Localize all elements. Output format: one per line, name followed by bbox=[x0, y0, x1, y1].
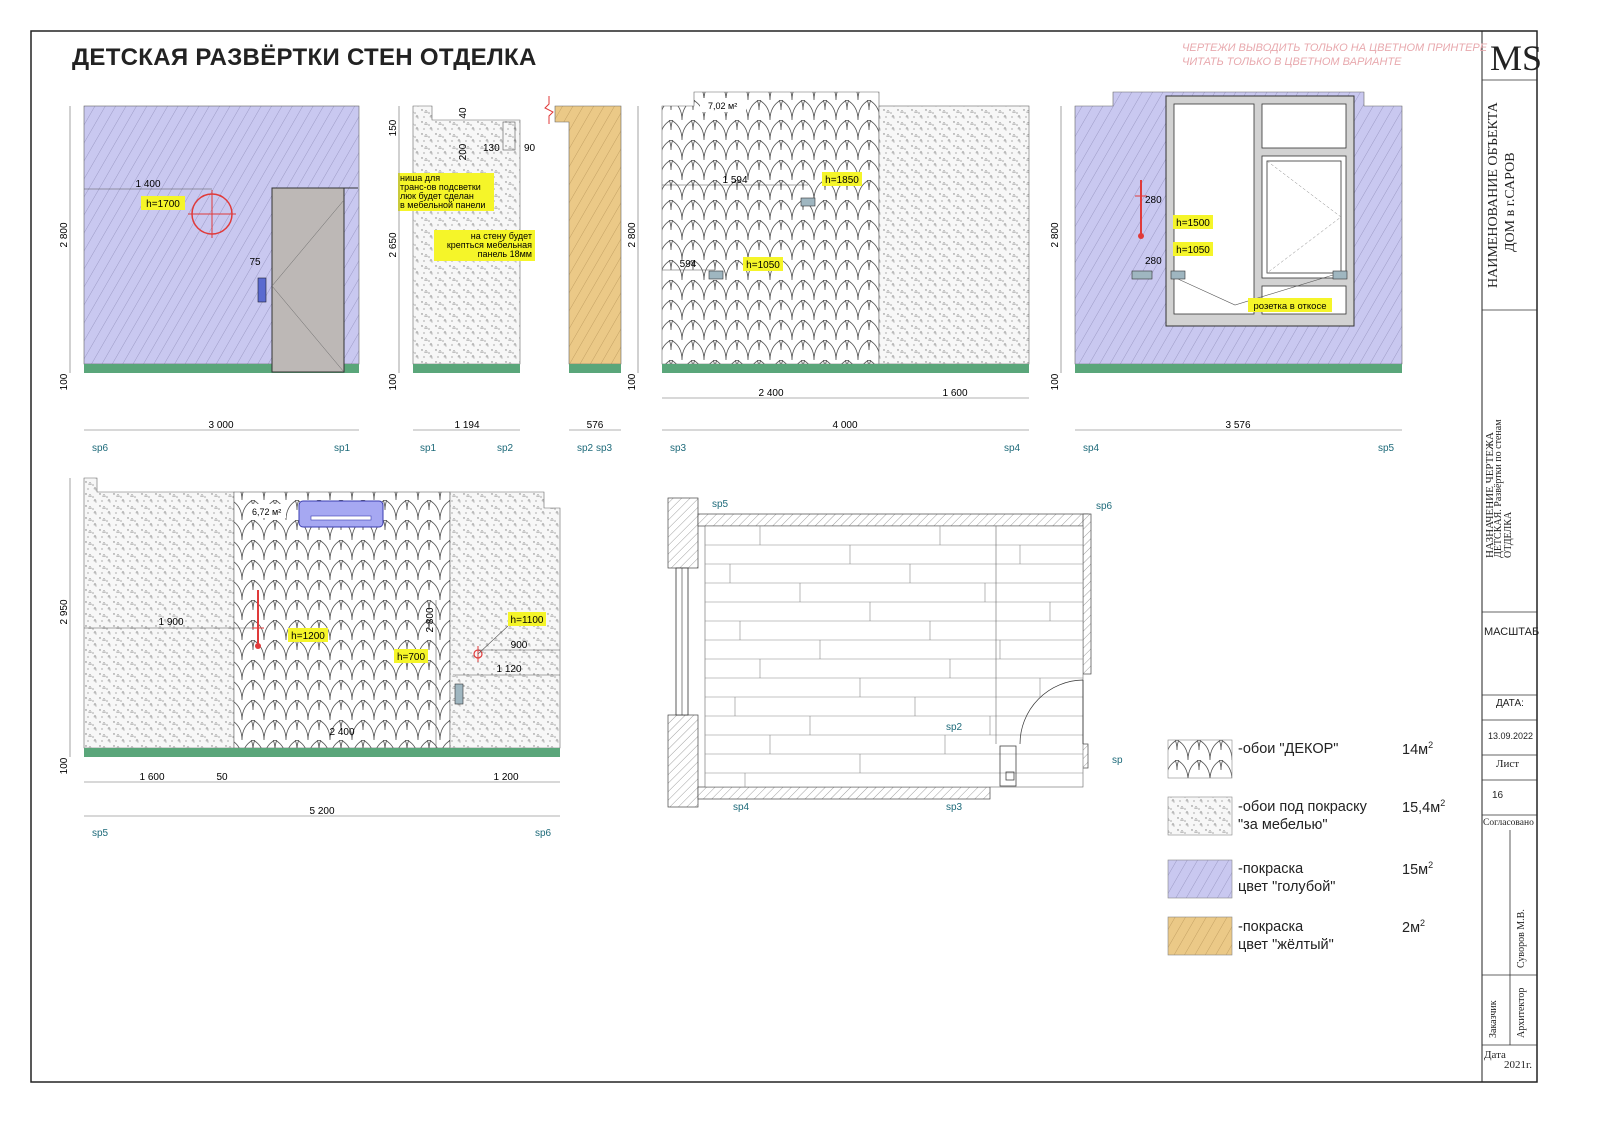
dim-text: 576 bbox=[586, 420, 604, 431]
purpose-value: ДЕТСКАЯ. Развёртки по стенам bbox=[1493, 419, 1504, 558]
dim-text: 2 800 bbox=[425, 607, 436, 633]
height-tag-text: h=1100 bbox=[510, 615, 544, 626]
plan-wall bbox=[1083, 514, 1091, 674]
baseboard bbox=[1075, 364, 1402, 373]
dim-text: 2 400 bbox=[758, 388, 784, 399]
dim-text: 4 000 bbox=[832, 420, 858, 431]
break-line bbox=[545, 96, 553, 124]
object-value: ДОМ в г.САРОВ bbox=[1503, 152, 1518, 252]
dim-text: 1 120 bbox=[496, 664, 522, 675]
height-tag-text: h=1850 bbox=[825, 175, 859, 186]
dim-text: 100 bbox=[59, 757, 70, 775]
axis-label: sp6 bbox=[535, 828, 552, 839]
plan-window bbox=[676, 568, 688, 715]
elevation-wall-5 bbox=[1050, 92, 1402, 454]
air-conditioner bbox=[299, 501, 383, 527]
dim-text: 130 bbox=[483, 143, 500, 154]
dim-text: 280 bbox=[1145, 256, 1162, 267]
axis-label: sp4 bbox=[1083, 443, 1100, 454]
legend-swatch-paintable bbox=[1168, 797, 1232, 835]
note-line: ниша для bbox=[400, 173, 441, 183]
dim-text: 40 bbox=[458, 107, 469, 119]
plan-wall bbox=[668, 715, 698, 807]
elevation-wall-2 bbox=[388, 106, 536, 454]
legend-area-paintable: $15,4м^2$ bbox=[1402, 798, 1446, 816]
legend-label-paintable-2: "за мебелью" bbox=[1238, 817, 1328, 833]
dim-text: 100 bbox=[627, 373, 638, 391]
axis-label: sp1 bbox=[420, 443, 437, 454]
plan-wall bbox=[698, 787, 990, 799]
socket bbox=[1333, 271, 1347, 279]
legend-label-decor: -обои "ДЕКОР" bbox=[1238, 741, 1339, 757]
floor-plan bbox=[668, 498, 1123, 813]
sheet-label: Лист bbox=[1496, 758, 1520, 770]
dim-text: 1 200 bbox=[493, 772, 519, 783]
wall-wallpaper-paintable bbox=[879, 106, 1029, 364]
axis-label: sp2 bbox=[946, 722, 963, 733]
legend-area-blue: $15м^2$ bbox=[1402, 860, 1434, 878]
elevation-wall-6 bbox=[59, 478, 560, 839]
architect-name: Суворов М.В. bbox=[1516, 909, 1527, 968]
dim-text: 200 bbox=[458, 143, 469, 161]
height-tag-text: h=1050 bbox=[1176, 245, 1210, 256]
dim-text: 5 200 bbox=[309, 806, 335, 817]
print-warning-line-1: ЧЕРТЕЖИ ВЫВОДИТЬ ТОЛЬКО НА ЦВЕТНОМ ПРИНТЕРЕ bbox=[1182, 42, 1488, 54]
dim-text: 280 bbox=[1145, 195, 1162, 206]
dim-text: 3 000 bbox=[208, 420, 234, 431]
dim-text: 1 400 bbox=[135, 179, 161, 190]
date-label: ДАТА: bbox=[1496, 698, 1524, 709]
socket bbox=[1171, 271, 1185, 279]
area-label: 6,72 м² bbox=[252, 507, 282, 517]
note-line: панель 18мм bbox=[477, 249, 532, 259]
light-switch bbox=[258, 278, 266, 302]
dim-text: 75 bbox=[249, 257, 261, 268]
axis-label: sp4 bbox=[1004, 443, 1021, 454]
door bbox=[272, 188, 344, 372]
dim-text: 2 650 bbox=[388, 232, 399, 258]
legend-swatch-blue bbox=[1168, 860, 1232, 898]
wall-wallpaper-paintable bbox=[84, 478, 234, 748]
legend bbox=[1168, 740, 1232, 955]
date-bottom-label: Дата bbox=[1484, 1049, 1506, 1061]
dim-text: 100 bbox=[59, 373, 70, 391]
dim-text: 900 bbox=[510, 640, 528, 651]
plan-wall bbox=[698, 514, 1088, 526]
date-value: 13.09.2022 bbox=[1488, 731, 1534, 741]
legend-area-decor: $14м^2$ bbox=[1402, 740, 1434, 758]
year: 2021г. bbox=[1504, 1059, 1533, 1071]
dim-text: 2 400 bbox=[329, 727, 355, 738]
logo bbox=[1490, 38, 1542, 78]
page-title: ДЕТСКАЯ РАЗВЁРТКИ СТЕН ОТДЕЛКА bbox=[72, 44, 537, 71]
svg-text:MS: MS bbox=[1490, 38, 1543, 78]
baseboard bbox=[413, 364, 520, 373]
height-tag-text: h=1700 bbox=[146, 199, 180, 210]
dim-text: 2 800 bbox=[59, 222, 70, 248]
wall-wallpaper-decor bbox=[662, 92, 879, 364]
agreed-label: Согласовано bbox=[1483, 818, 1534, 828]
axis-label: sp2 bbox=[577, 443, 594, 454]
dim-text: 2 800 bbox=[1050, 222, 1061, 248]
dim-text: 594 bbox=[679, 259, 697, 270]
note-line: люк будет сделан bbox=[400, 191, 474, 201]
architect-label: Архитектор bbox=[1516, 987, 1527, 1038]
socket bbox=[1132, 271, 1152, 279]
purpose-value-2: ОТДЕЛКА bbox=[1503, 511, 1514, 558]
axis-label: sp3 bbox=[946, 802, 963, 813]
height-tag-text: h=700 bbox=[396, 652, 426, 663]
dim-text: 100 bbox=[388, 373, 399, 391]
baseboard bbox=[662, 364, 1029, 373]
elevation-wall-4 bbox=[627, 92, 1029, 454]
legend-label-yellow: -покраска bbox=[1238, 919, 1304, 935]
legend-swatch-decor bbox=[1168, 740, 1232, 778]
axis-label: sp2 bbox=[497, 443, 514, 454]
light-switch bbox=[455, 684, 463, 704]
print-warning-line-2: ЧИТАТЬ ТОЛЬКО В ЦВЕТНОМ ВАРИАНТЕ bbox=[1182, 56, 1402, 68]
baseboard bbox=[569, 364, 621, 373]
plan-wall bbox=[668, 498, 698, 568]
dim-text: 2 950 bbox=[59, 599, 70, 625]
axis-label: sp4 bbox=[733, 802, 750, 813]
dim-text: 1 594 bbox=[722, 175, 748, 186]
baseboard bbox=[84, 748, 560, 757]
legend-label-blue: -покраска bbox=[1238, 861, 1304, 877]
purpose-label: НАЗНАЧЕНИЕ ЧЕРТЕЖА bbox=[1484, 432, 1496, 558]
dim-text: 50 bbox=[216, 772, 228, 783]
axis-label: sp3 bbox=[596, 443, 613, 454]
legend-area-yellow: $2м^2$ bbox=[1402, 918, 1426, 936]
legend-label-yellow-2: цвет "жёлтый" bbox=[1238, 937, 1334, 953]
axis-label: sp6 bbox=[92, 443, 109, 454]
axis-label: sp bbox=[1112, 755, 1123, 766]
axis-label: sp3 bbox=[670, 443, 687, 454]
socket bbox=[801, 198, 815, 206]
height-tag-text: h=1500 bbox=[1176, 218, 1210, 229]
note-line: розетка в откосе bbox=[1253, 301, 1327, 312]
note-line: на стену будет bbox=[470, 231, 532, 241]
note-line: крепться мебельная bbox=[446, 240, 532, 250]
scale-label: МАСШТАБ bbox=[1484, 626, 1540, 638]
dim-text: 1 194 bbox=[454, 420, 480, 431]
area-label: 7,02 м² bbox=[708, 101, 738, 111]
sheet-number: 16 bbox=[1492, 790, 1504, 801]
wall-paint-yellow bbox=[555, 106, 621, 364]
axis-label: sp5 bbox=[712, 499, 729, 510]
window bbox=[1166, 96, 1354, 326]
legend-swatch-yellow bbox=[1168, 917, 1232, 955]
legend-label-paintable: -обои под покраску bbox=[1238, 799, 1367, 815]
dim-text: 90 bbox=[524, 143, 536, 154]
dim-text: 2 800 bbox=[627, 222, 638, 248]
axis-label: sp5 bbox=[92, 828, 109, 839]
wall-wallpaper-decor bbox=[234, 492, 450, 748]
socket bbox=[709, 271, 723, 279]
height-tag-text: h=1050 bbox=[746, 260, 780, 271]
elevation-wall-1 bbox=[59, 106, 359, 454]
dim-text: 100 bbox=[1050, 373, 1061, 391]
legend-label-blue-2: цвет "голубой" bbox=[1238, 879, 1336, 895]
elevation-wall-3 bbox=[545, 96, 621, 454]
customer-label: Заказчик bbox=[1488, 1000, 1499, 1038]
plan-floor bbox=[705, 526, 1083, 787]
object-label: НАИМЕНОВАНИЕ ОБЪЕКТА bbox=[1486, 102, 1501, 288]
dim-text: 150 bbox=[388, 119, 399, 137]
note-line: транс-ов подсветки bbox=[400, 182, 481, 192]
note-line: в мебельной панели bbox=[400, 200, 486, 210]
axis-label: sp6 bbox=[1096, 501, 1113, 512]
dim-text: 1 900 bbox=[158, 617, 184, 628]
dim-text: 3 576 bbox=[1225, 420, 1251, 431]
dim-text: 1 600 bbox=[139, 772, 165, 783]
height-tag-text: h=1200 bbox=[291, 631, 325, 642]
axis-label: sp5 bbox=[1378, 443, 1395, 454]
axis-label: sp1 bbox=[334, 443, 351, 454]
dim-text: 1 600 bbox=[942, 388, 968, 399]
